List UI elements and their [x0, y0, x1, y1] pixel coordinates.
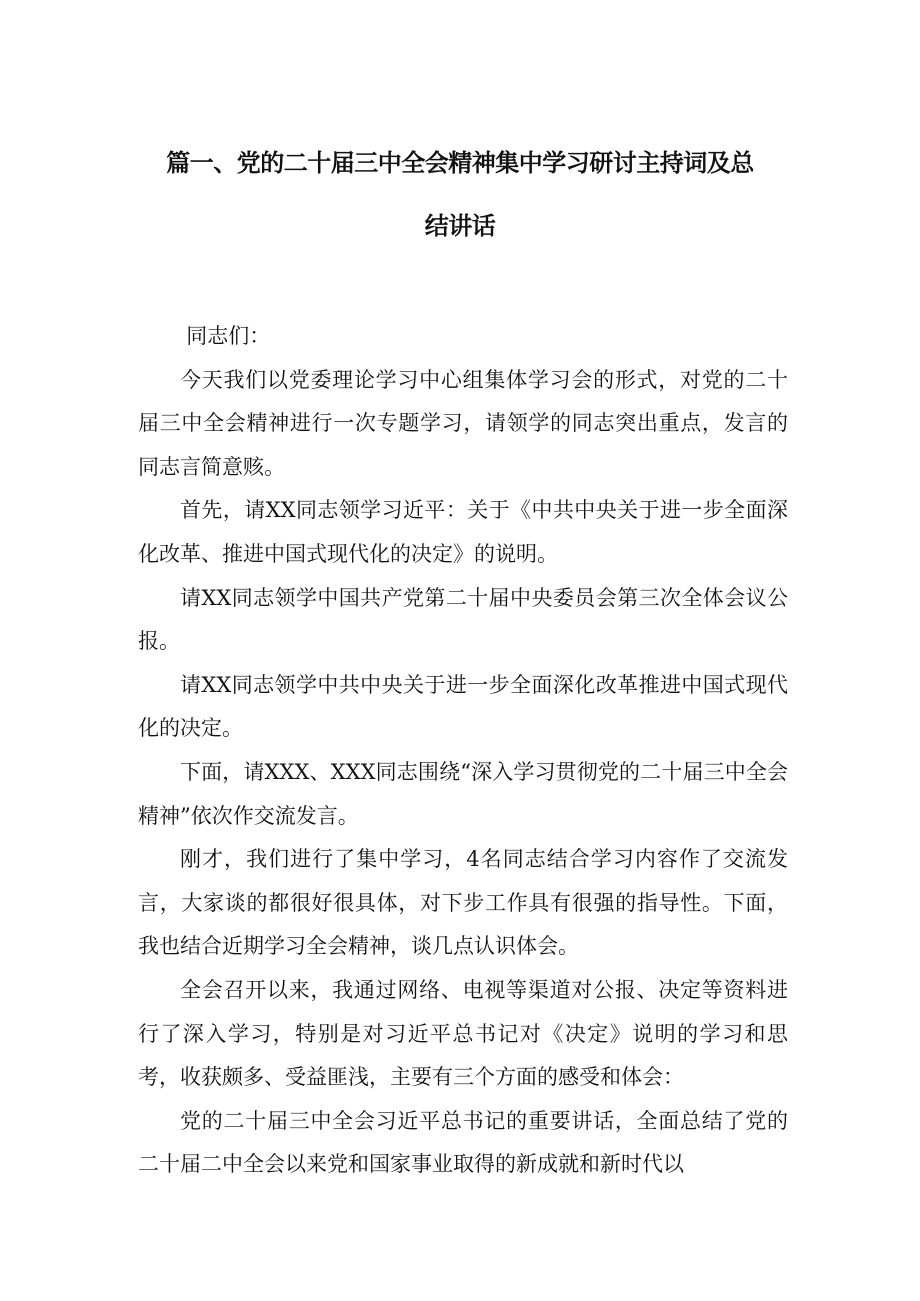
paragraph-communique-reading: 请XX同志领学中国共产党第二十届中央委员会第三次全体会议公报。 [138, 585, 788, 654]
document-title-line-2: 结讲话 [424, 212, 496, 240]
paragraph-opening: 今天我们以党委理论学习中心组集体学习会的形式，对党的二十届三中全会精神进行一次专题学习，请领学的同志突出重点，发言的同志言简意赅。 [138, 367, 788, 479]
salutation: 同志们： [186, 324, 271, 348]
document-body [138, 315, 788, 1187]
paragraph-exchange-speeches: 下面，请XXX、XXX同志围绕“深入学习贯彻党的二十届三中全会精神”依次作交流发言。 [138, 759, 788, 828]
paragraph-important-speech: 党的二十届三中全会习近平总书记的重要讲话，全面总结了党的二十届二中全会以来党和国家事业取得的新成就和新时代以 [138, 1108, 788, 1177]
document-title-line-1: 篇一、党的二十届三中全会精神集中学习研讨主持词及总 [166, 149, 754, 177]
paragraph-first-reading: 首先，请XX同志领学习近平：关于《中共中央关于进一步全面深化改革、推进中国式现代化的决定》的说明。 [138, 498, 788, 566]
paragraph-decision-reading: 请XX同志领学中共中央关于进一步全面深化改革推进中国式现代化的决定。 [138, 672, 788, 741]
paragraph-summary: 刚才，我们进行了集中学习，4名同志结合学习内容作了交流发言，大家谈的都很好很具体，对下步工作具有很强的指导性。下面，我也结合近期学习全会精神，谈几点认识体会。 [138, 847, 788, 959]
paragraph-study-reflection: 全会召开以来，我通过网络、电视等渠道对公报、决定等资料进行了深入学习，特别是对习近平总书记对《决定》说明的学习和思考，收获颇多、受益匪浅，主要有三个方面的感受和体会： [138, 977, 788, 1090]
